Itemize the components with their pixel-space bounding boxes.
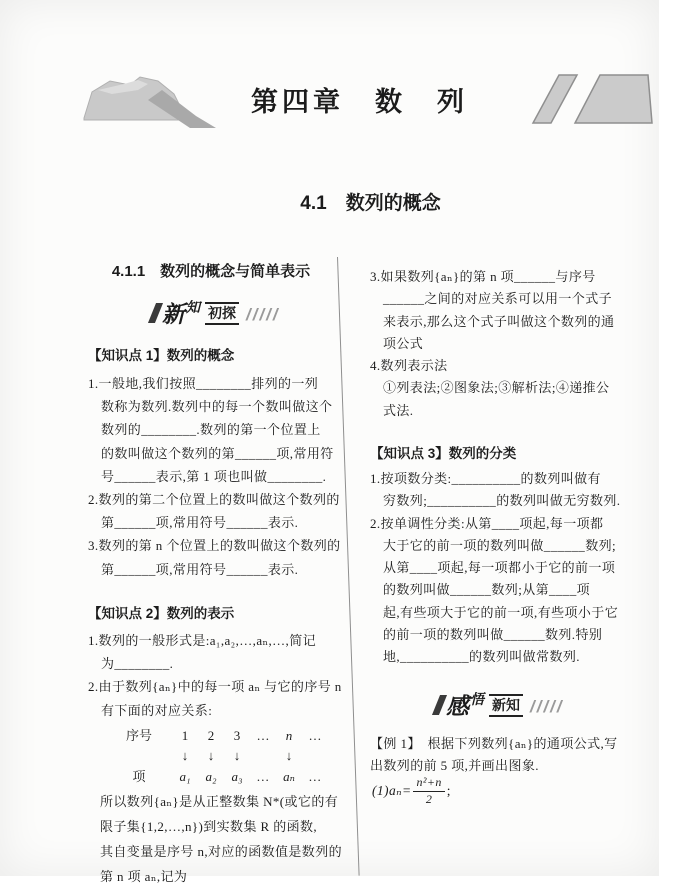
text-line: 2.按单调性分类:从第____项起,每一项都 xyxy=(370,515,604,531)
text-line: 所以数列{aₙ}是从正整数集 N*(或它的有 xyxy=(100,794,339,809)
formula-suffix: ; xyxy=(446,783,451,799)
fraction-denominator: 2 xyxy=(425,791,433,806)
logo-tag: 初探 xyxy=(205,302,239,326)
table-cell: a₁ xyxy=(179,769,191,784)
logo-sup-char: 悟 xyxy=(470,691,484,707)
text-line: 来表示,那么这个式子叫做这个数列的通 xyxy=(383,313,615,329)
text-line: 1.按项数分类:__________的数列叫做有 xyxy=(370,471,601,486)
example-formula-1 xyxy=(372,776,451,807)
text-line: 的前一项的数列叫做______数列.特别 xyxy=(383,627,603,643)
text-line: 大于它的前一项的数列叫做______数列; xyxy=(383,537,617,553)
ganwu-xinzhi-logo xyxy=(436,692,564,718)
section-title: 4.1 数列的概念 xyxy=(300,193,441,214)
text-line: 3.数列的第 n 个位置上的数叫做这个数列的 xyxy=(88,538,341,554)
slashes-icon: ///// xyxy=(530,697,564,716)
text-line: 穷数列;__________的数列叫做无穷数列. xyxy=(383,493,621,509)
table-cell: … xyxy=(256,728,270,743)
table-row-index xyxy=(88,725,338,746)
kp3-heading: 【知识点 3】数列的分类 xyxy=(370,446,517,461)
down-arrow-icon: ↓ xyxy=(207,748,215,763)
table-cell: aₙ xyxy=(283,769,295,784)
row-label: 序号 xyxy=(125,728,152,743)
down-arrow-icon: ↓ xyxy=(181,748,189,763)
text-line: 3.如果数列{aₙ}的第 n 项______与序号 xyxy=(370,269,596,284)
logo-sup-char: 知 xyxy=(186,299,200,315)
table-cell: 3 xyxy=(233,728,241,743)
text-line: 1.数列的一般形式是:a₁,a₂,…,aₙ,…,简记 xyxy=(88,633,317,648)
kp2-heading: 【知识点 2】数列的表示 xyxy=(88,606,235,621)
index-term-table xyxy=(88,725,338,788)
text-line: 2.由于数列{aₙ}中的每一项 aₙ 与它的序号 n xyxy=(88,679,342,695)
text-line: 其自变量是序号 n,对应的函数值是数列的 xyxy=(100,844,343,859)
text-line: 式法. xyxy=(383,402,414,418)
subsection-title: 4.1.1 数列的概念与简单表示 xyxy=(111,263,311,280)
text-line: 起,有些项大于它的前一项,有些项小于它 xyxy=(383,604,619,620)
kp2-body xyxy=(88,629,340,722)
down-arrow-icon: ↓ xyxy=(233,748,241,763)
text-line: 数称为数列.数列中的每一个数叫做这个 xyxy=(101,399,333,415)
slash-bar-icon xyxy=(148,303,163,323)
text-line: 1.一般地,我们按照________排列的一列 xyxy=(88,376,319,391)
text-line: 限子集{1,2,…,n})到实数集 R 的函数, xyxy=(100,819,318,834)
text-line: 第______项,常用符号______表示. xyxy=(101,515,299,531)
logo-main-char: 感 xyxy=(446,693,469,719)
text-line: 从第____项起,每一项都小于它的前一项 xyxy=(383,560,616,576)
text-line: 地,__________的数列叫做常数列. xyxy=(383,649,580,665)
text-line: 【例 1】 根据下列数列{aₙ}的通项公式,写 xyxy=(370,736,618,751)
table-cell: n xyxy=(285,728,293,743)
table-row-terms xyxy=(88,766,338,788)
kp2-paragraph xyxy=(88,789,343,889)
down-arrow-icon: ↓ xyxy=(285,748,293,763)
slash-bar-icon xyxy=(432,695,447,715)
text-line: 第______项,常用符号______表示. xyxy=(101,561,299,577)
table-cell: 1 xyxy=(181,728,189,743)
logo-tag: 新知 xyxy=(489,694,523,718)
kp1-heading: 【知识点 1】数列的概念 xyxy=(88,348,235,363)
text-line: 数列的________.数列的第一个位置上 xyxy=(101,422,321,438)
column-divider xyxy=(337,257,360,876)
row-label: 项 xyxy=(132,769,146,784)
table-cell: … xyxy=(309,769,321,784)
text-line: ①列表法;②图象法;③解析法;④递推公 xyxy=(383,380,610,396)
fraction-numerator: n²+n xyxy=(413,776,444,792)
text-line: ______之间的对应关系可以用一个式子 xyxy=(383,291,613,307)
text-line: 第 n 项 aₙ,记为 xyxy=(100,869,188,884)
logo-main-char: 新 xyxy=(162,301,185,327)
text-line: 2.数列的第二个位置上的数叫做这个数列的 xyxy=(88,492,340,508)
table-cell: 2 xyxy=(207,728,215,743)
text-line: 的数叫做这个数列的第______项,常用符 xyxy=(101,445,334,461)
formula-prefix: (1)aₙ= xyxy=(372,783,412,799)
table-cell: a₂ xyxy=(205,769,217,784)
table-cell: … xyxy=(308,728,322,743)
slashes-icon: ///// xyxy=(246,305,280,324)
row-label-empty xyxy=(88,746,172,766)
chapter-title: 第四章 数 列 xyxy=(251,87,468,117)
kp2-continued-body xyxy=(370,266,615,422)
table-row-arrows xyxy=(88,746,338,766)
down-arrow-icon xyxy=(250,746,276,766)
text-line: 为________. xyxy=(101,656,174,672)
example-1 xyxy=(370,733,618,778)
kp3-body xyxy=(370,468,621,669)
down-arrow-icon xyxy=(302,746,328,766)
text-line: 号______表示,第 1 项也叫做________. xyxy=(101,468,327,484)
text-line: 的数列叫做______数列;从第____项 xyxy=(383,582,591,598)
fraction xyxy=(413,776,444,807)
table-cell: … xyxy=(257,769,269,784)
table-cell: a₃ xyxy=(231,769,243,784)
kp1-body xyxy=(88,372,340,581)
text-line: 项公式 xyxy=(383,335,424,351)
text-line: 出数列的前 5 项,并画出图象. xyxy=(370,758,539,774)
text-line: 4.数列表示法 xyxy=(370,358,448,374)
text-line: 有下面的对应关系: xyxy=(101,702,213,718)
xinzhi-chutan-logo xyxy=(152,300,280,326)
